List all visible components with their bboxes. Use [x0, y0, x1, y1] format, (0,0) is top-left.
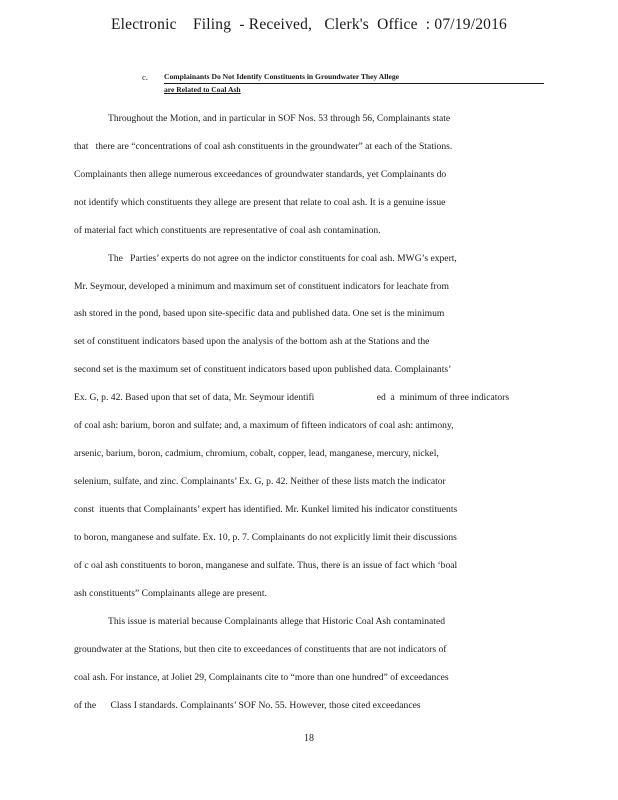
- body-line: This issue is material because Complainants allege that Historic Coal Ash contaminated: [108, 616, 446, 627]
- body-line: selenium, sulfate, and zinc. Complainants’ Ex. G, p. 42. Neither of these lists match the indicator: [74, 476, 446, 487]
- section-letter: c.: [142, 72, 148, 82]
- body-line: arsenic, barium, boron, cadmium, chromium, cobalt, copper, lead, manganese, mercury, nickel,: [74, 448, 439, 459]
- body-line: groundwater at the Stations, but then cite to exceedances of constituents that are not indicators of: [74, 644, 447, 655]
- body-line: not identify which constituents they allege are present that relate to coal ash. It is a genuine issue: [74, 197, 446, 208]
- body-line: of coal ash: barium, boron and sulfate; and, a maximum of fifteen indicators of coal ash: antimony,: [74, 420, 454, 431]
- body-line: Ex. G, p. 42. Based upon that set of data, Mr. Seymour identifi ed a minimum of three indicators: [74, 392, 510, 403]
- body-line: ash stored in the pond, based upon site-specific data and published data. One set is the minimum: [74, 308, 445, 319]
- body-line: of c oal ash constituents to boron, manganese and sulfate. Thus, there is an issue of fact which ‘boal: [74, 560, 458, 571]
- body-line: The Parties’ experts do not agree on the indictor constituents for coal ash. MWG’s expert,: [108, 253, 457, 264]
- body-line: Complainants then allege numerous exceedances of groundwater standards, yet Complainants do: [74, 169, 447, 180]
- body-line: coal ash. For instance, at Joliet 29, Complainants cite to “more than one hundred” of exceedances: [74, 672, 449, 683]
- section-heading-line-1: Complainants Do Not Identify Constituents in Groundwater They Allege: [164, 71, 544, 84]
- section-heading-line-2: are Related to Coal Ash: [164, 85, 241, 94]
- body-line: second set is the maximum set of constituent indicators based upon published data. Complainants’: [74, 364, 452, 375]
- body-line: ash constituents” Complainants allege are present.: [74, 588, 267, 599]
- body-line: set of constituent indicators based upon the analysis of the bottom ash at the Stations and the: [74, 336, 430, 347]
- filing-header: Electronic Filing - Received, Clerk's Office : 07/19/2016: [110, 16, 508, 33]
- body-line: const ituents that Complainants’ expert has identified. Mr. Kunkel limited his indicator constituents: [74, 504, 458, 515]
- section-heading: [164, 71, 544, 96]
- body-line: Mr. Seymour, developed a minimum and maximum set of constituent indicators for leachate from: [74, 281, 450, 292]
- body-line: of the Class I standards. Complainants’ SOF No. 55. However, those cited exceedances: [74, 700, 421, 711]
- body-line: Throughout the Motion, and in particular in SOF Nos. 53 through 56, Complainants state: [108, 113, 451, 124]
- body-line: of material fact which constituents are representative of coal ash contamination.: [74, 225, 381, 236]
- body-line: that there are “concentrations of coal ash constituents in the groundwater” at each of the Stations.: [74, 141, 453, 152]
- page-number: 18: [304, 733, 314, 744]
- body-line: to boron, manganese and sulfate. Ex. 10, p. 7. Complainants do not explicitly limit their discussions: [74, 532, 457, 543]
